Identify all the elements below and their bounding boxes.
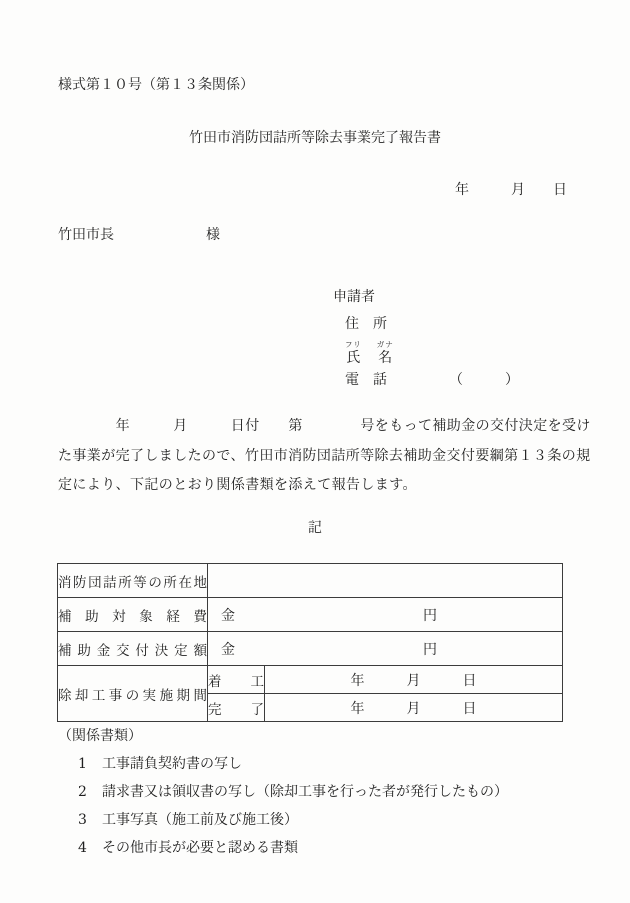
body-line-1: 年 月 日付 第 号をもって補助金の交付決定を受け: [58, 418, 591, 434]
item-number: 1: [78, 756, 87, 772]
money-suffix: 円: [423, 641, 437, 658]
phone-line: [345, 366, 519, 394]
form-number: 様式第１０号（第１３条関係）: [58, 77, 254, 93]
name-kanji-1: フリ 氏: [345, 340, 362, 366]
record-mark: 記: [308, 520, 322, 536]
main-table: [57, 563, 563, 722]
label-grant: 補助金交付決定額: [58, 632, 208, 666]
name-label: [345, 338, 519, 366]
body-line-3: 定により、下記のとおり関係書類を添えて報告します。: [58, 477, 417, 493]
document-title: 竹田市消防団詰所等除去事業完了報告書: [189, 130, 441, 146]
value-location: [208, 564, 563, 598]
furigana-1: フリ: [345, 340, 362, 350]
item-text: 工事請負契約書の写し: [102, 756, 242, 772]
applicant-block: [333, 284, 519, 394]
item-number: 3: [78, 812, 87, 828]
body-paragraph: [58, 412, 598, 501]
addressee: 竹田市長: [58, 227, 114, 243]
attachment-item: [58, 806, 598, 834]
money-prefix: 金: [221, 607, 235, 624]
date-start: 年 月 日: [265, 666, 563, 694]
body-line-2: た事業が完了しましたので、竹田市消防団詰所等除去補助金交付要綱第１３条の規: [58, 447, 591, 464]
addressee-line: [58, 224, 220, 244]
date-complete: 年 月 日: [265, 694, 563, 722]
label-period: 除却工事の実施期間: [58, 666, 208, 722]
value-expense: [208, 598, 563, 632]
phone-label: 電 話: [345, 372, 387, 388]
phone-blank-parens: （ ）: [449, 372, 519, 388]
table-row-location: [58, 564, 563, 598]
money-suffix: 円: [423, 607, 437, 624]
label-location: 消防団詰所等の所在地: [58, 564, 208, 598]
label-expense: 補助対象経費: [58, 598, 208, 632]
table-row-period-start: [58, 666, 563, 694]
table-row-expense: [58, 598, 563, 632]
attachment-item: [58, 750, 598, 778]
item-text: その他市長が必要と認める書類: [102, 840, 298, 856]
item-number: 2: [78, 784, 87, 800]
attachment-item: [58, 834, 598, 862]
money-prefix: 金: [221, 641, 235, 658]
attachment-item: [58, 778, 598, 806]
table-row-grant: [58, 632, 563, 666]
attachments-heading: （関係書類）: [58, 728, 142, 744]
furigana-2: ガナ: [376, 340, 394, 350]
address-label: 住 所: [345, 316, 387, 332]
sublabel-start: 着工: [208, 666, 265, 694]
applicant-heading: 申請者: [333, 289, 375, 305]
item-text: 請求書又は領収書の写し（除却工事を行った者が発行したもの）: [102, 784, 508, 800]
name-kanji-2: ガナ 名: [376, 340, 394, 366]
attachments-block: [58, 722, 598, 862]
date-line: 年 月 日: [455, 182, 567, 198]
sublabel-complete: 完了: [208, 694, 265, 722]
addressee-honorific: 様: [206, 227, 220, 243]
item-text: 工事写真（施工前及び施工後）: [102, 812, 298, 828]
item-number: 4: [78, 840, 87, 856]
value-grant: [208, 632, 563, 666]
